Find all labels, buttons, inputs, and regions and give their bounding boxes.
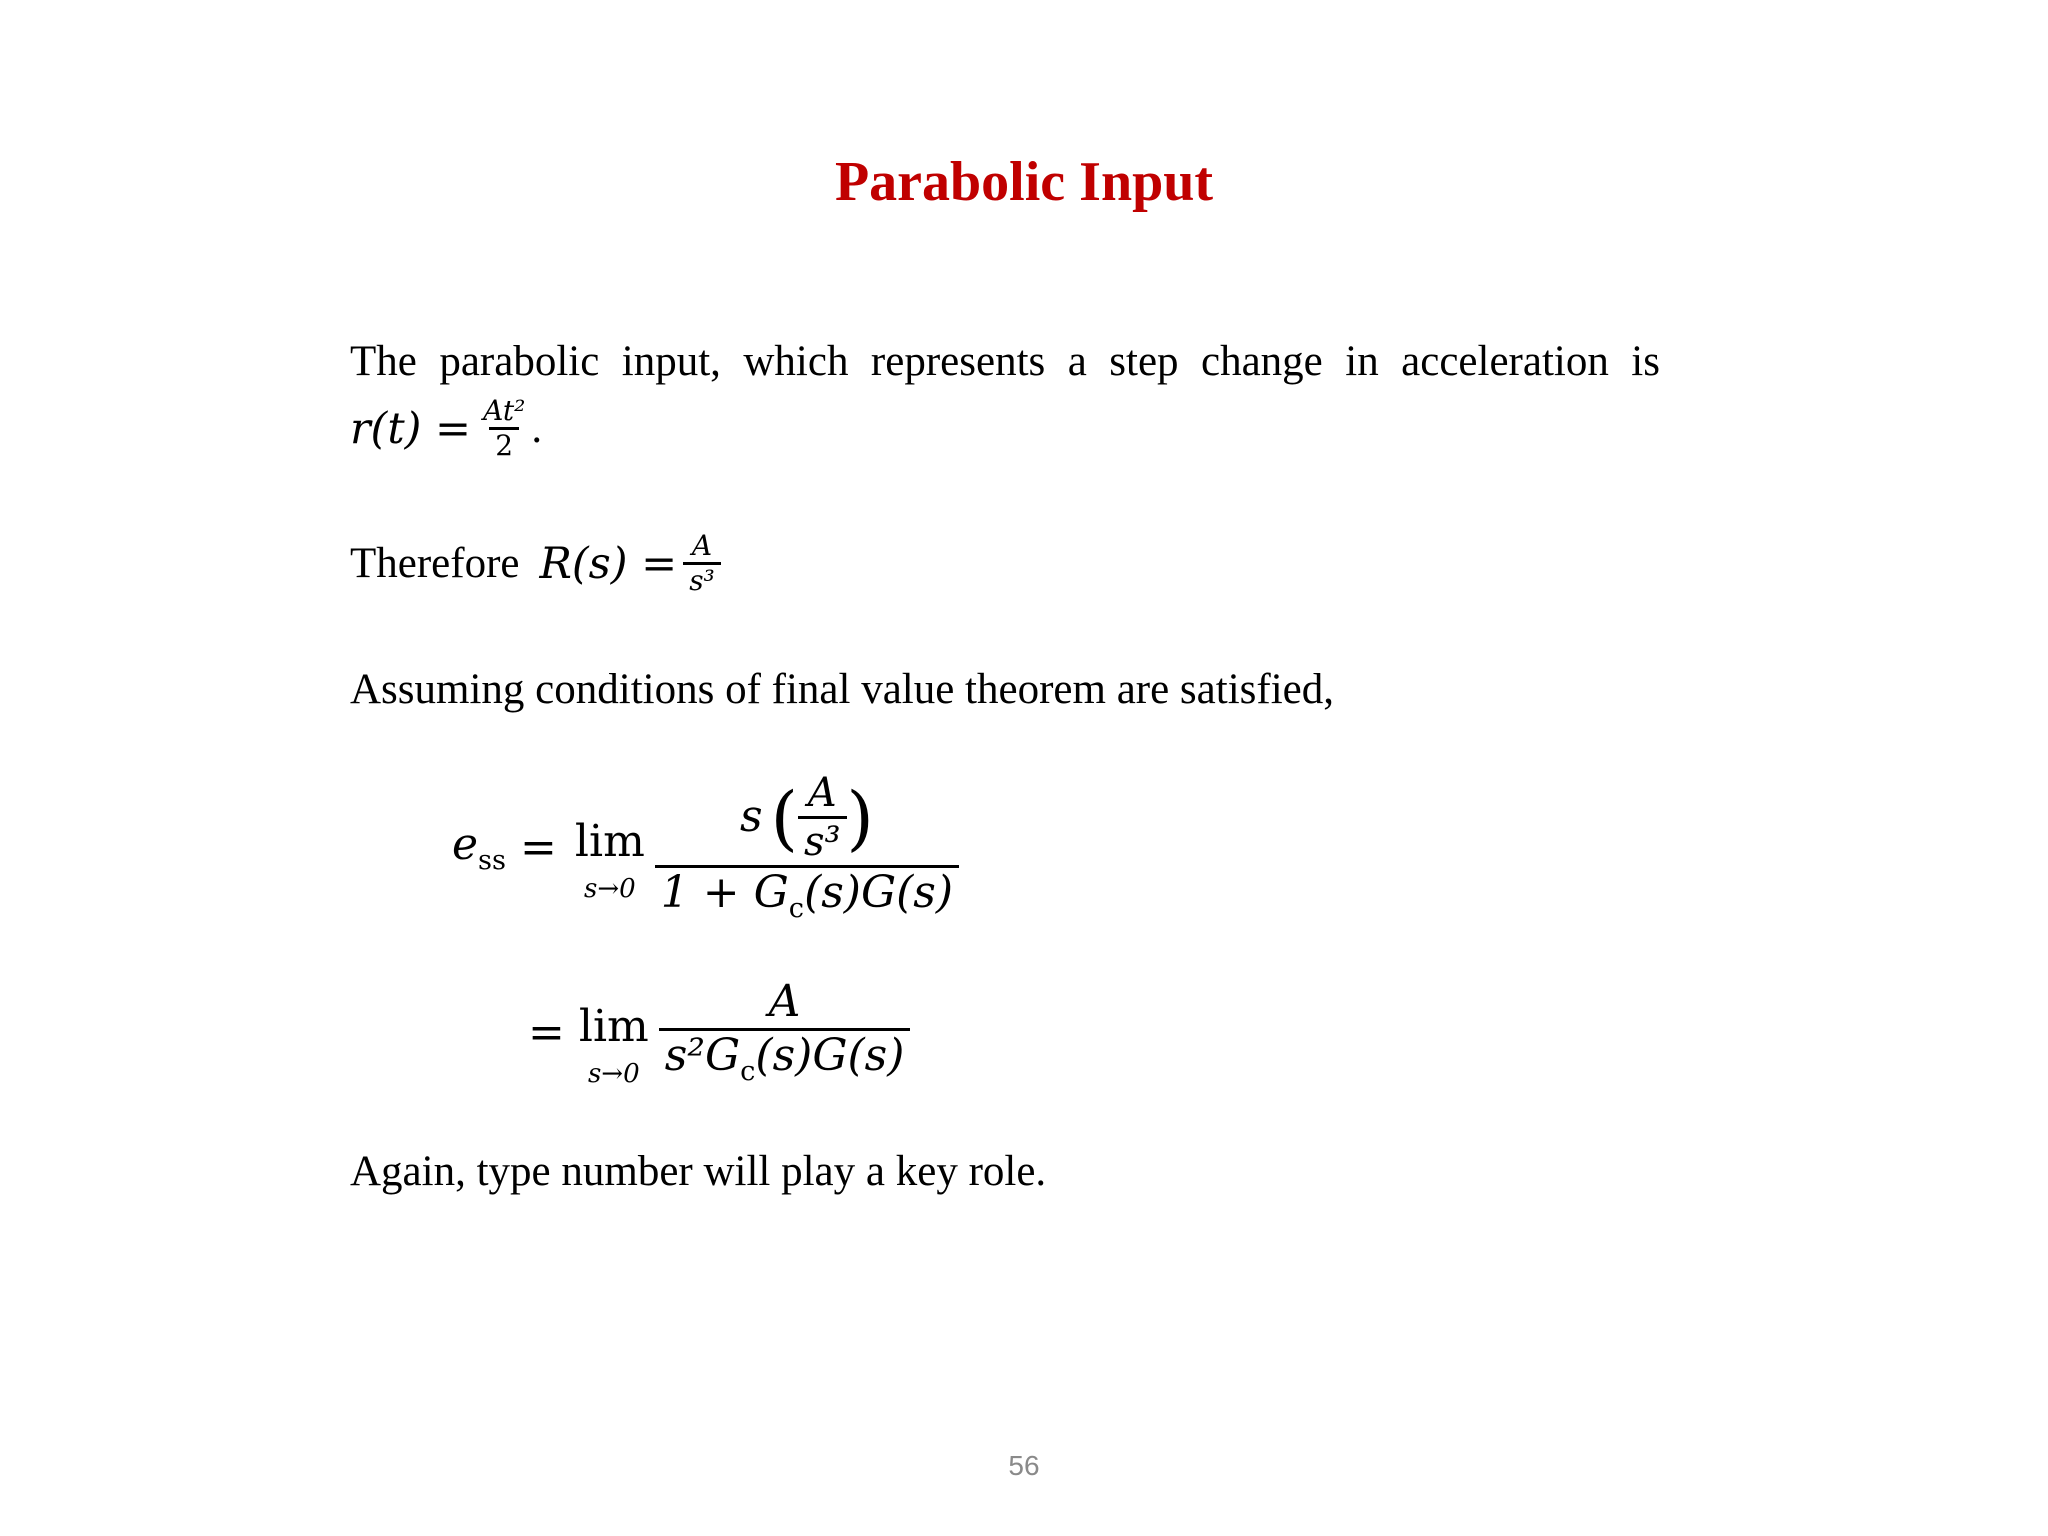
eq1-denominator — [655, 865, 959, 924]
ess-symbol — [452, 819, 506, 876]
R-of-s-lhs: R(s) = — [539, 538, 678, 589]
eq2-den-part2: (s)G(s) — [755, 1029, 905, 1081]
eq1-main-fraction — [655, 770, 959, 924]
eq2-equals: = — [528, 1006, 565, 1058]
eq1-lim-subscript: s→0 — [584, 874, 636, 905]
ess-subscript: ss — [478, 844, 507, 876]
eq2-den-subscript: c — [740, 1055, 756, 1087]
eq1-inner-numerator: A — [807, 770, 837, 816]
R-of-s-denominator: s³ — [683, 562, 721, 597]
equation-ess-2 — [528, 975, 916, 1089]
eq1-den-part2: (s)G(s) — [804, 867, 954, 918]
therefore-text: Therefore — [350, 539, 520, 587]
eq2-numerator: A — [768, 976, 801, 1028]
eq2-limit — [578, 1001, 649, 1089]
equation-R-of-s — [350, 530, 1660, 597]
eq2-lim-subscript: s→0 — [587, 1059, 640, 1089]
eq1-inner-denominator: s³ — [798, 816, 847, 865]
r-of-t-period: . — [531, 404, 543, 452]
eq1-left-paren: ( — [770, 776, 798, 859]
r-of-t-fraction — [477, 395, 531, 462]
eq1-lim-word: lim — [574, 816, 645, 868]
eq1-den-part1: 1 + G — [660, 867, 789, 918]
r-of-t-lhs: r(t) = — [350, 403, 472, 454]
eq2-lim-word: lim — [578, 1001, 649, 1052]
eq1-equals: = — [520, 821, 557, 873]
r-of-t-denominator: 2 — [489, 427, 519, 462]
para-type-number: Again, type number will play a key role. — [350, 1148, 1047, 1195]
eq1-num-s: s — [740, 791, 763, 843]
para-parabolic-input: The parabolic input, which represents a step change in acceleration is — [350, 338, 1660, 385]
equation-ess-1 — [452, 770, 965, 924]
R-of-s-fraction — [683, 530, 721, 597]
eq2-denominator — [659, 1028, 911, 1087]
eq1-inner-fraction — [798, 770, 847, 865]
ess-base: e — [452, 818, 479, 870]
R-of-s-numerator: A — [691, 529, 713, 562]
eq1-numerator — [734, 770, 880, 865]
eq1-right-paren: ) — [846, 776, 874, 859]
eq2-main-fraction — [659, 977, 911, 1087]
eq1-limit — [574, 816, 645, 905]
page-number: 56 — [1008, 1450, 1040, 1481]
eq1-den-subscript: c — [788, 892, 805, 924]
r-of-t-numerator: At² — [483, 394, 526, 427]
eq2-den-part1: s²G — [664, 1029, 741, 1081]
equation-r-of-t — [350, 395, 1660, 462]
slide-title: Parabolic Input — [834, 151, 1214, 213]
para-final-value-theorem: Assuming conditions of final value theorem are satisfied, — [350, 666, 1334, 713]
